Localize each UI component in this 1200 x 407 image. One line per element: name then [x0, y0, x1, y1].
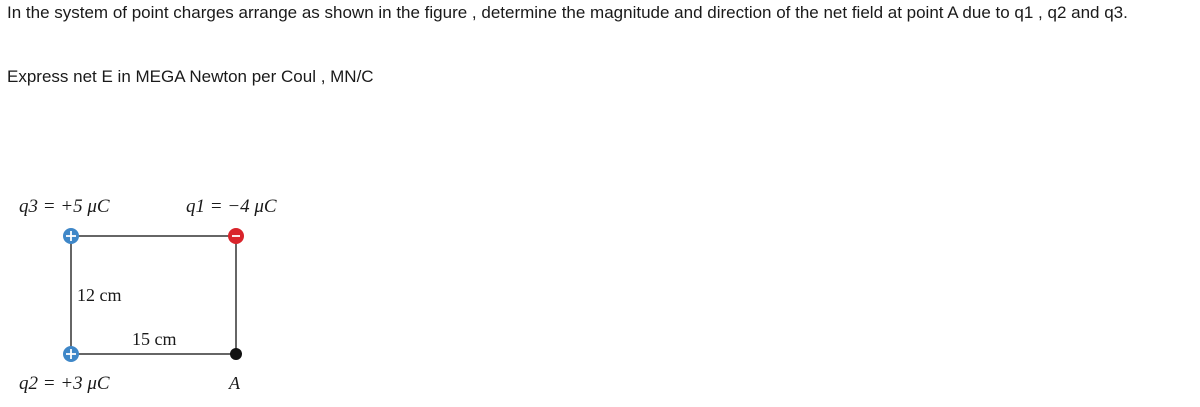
q2-charge — [63, 346, 79, 362]
q2-label: q2 = +3 μC — [19, 373, 110, 394]
side-length-label: 12 cm — [77, 285, 122, 305]
q3-charge — [63, 228, 79, 244]
point-a-dot — [230, 348, 242, 360]
q3-label: q3 = +5 μC — [19, 196, 110, 217]
instruction-text: Express net E in MEGA Newton per Coul , MN/C — [7, 67, 374, 86]
q1-label: q1 = −4 μC — [186, 196, 277, 217]
point-a-label: A — [229, 373, 240, 393]
q1-charge — [228, 228, 244, 244]
question-text: In the system of point charges arrange as shown in the figure , determine the magnitude and direction of the net field at point A due to q1 , q2 and q3. — [7, 3, 1128, 22]
bottom-length-label: 15 cm — [132, 329, 177, 349]
